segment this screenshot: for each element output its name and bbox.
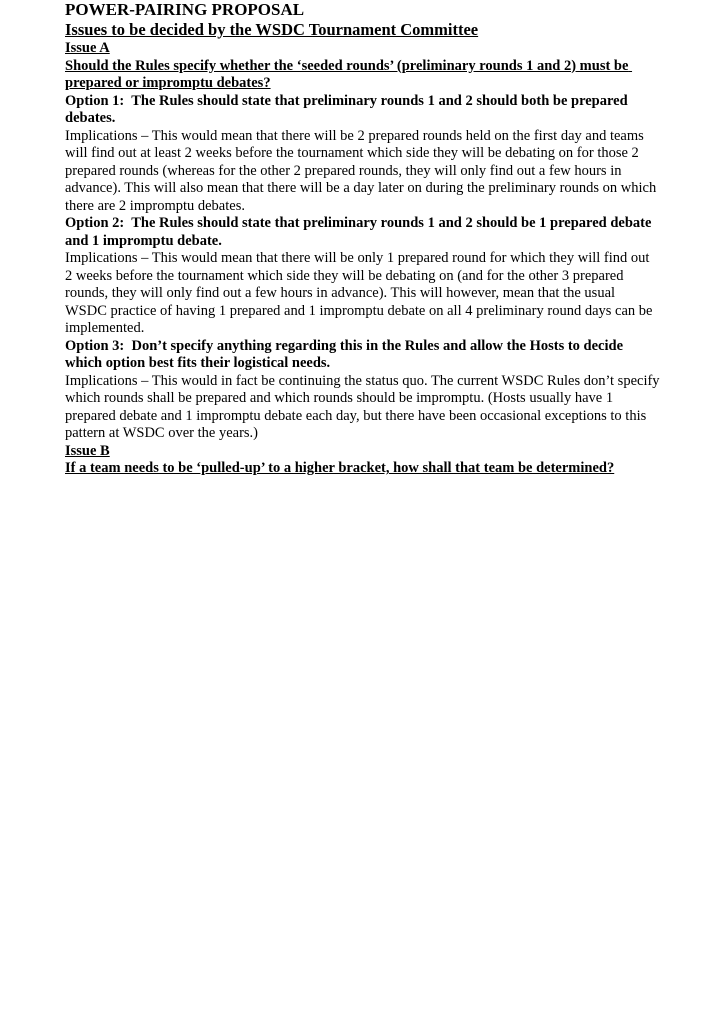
option-3-implications: Implications – This would in fact be continuing the status quo. The current WSDC Rules don’t specify which rounds shall be prepared and which rounds should be impromptu. (Hosts usually have 1 prepared debate and 1 impromptu debate each day, but there have been occasional exceptions to this pattern at WSDC over the years.) <box>65 372 664 441</box>
document-subtitle: Issues to be decided by the WSDC Tournament Committee <box>65 20 479 39</box>
option-1-implications: Implications – This would mean that there will be 2 prepared rounds held on the first day and teams will find out at least 2 weeks before the tournament which side they will be debating on for those 2 prepared rounds (whereas for the other 2 prepared rounds, they will only find out a few hours in advance). This will also mean that there will be a day later on during the preliminary rounds on which there are 2 impromptu debates. <box>65 127 660 214</box>
issue-a-heading: Issue A <box>65 40 110 56</box>
document-title: POWER-PAIRING PROPOSAL <box>65 0 305 19</box>
option-2-heading: Option 2: The Rules should state that preliminary rounds 1 and 2 should be 1 prepared debate and 1 impromptu debate. <box>65 215 656 249</box>
issue-a-question: Should the Rules specify whether the ‘seeded rounds’ (preliminary rounds 1 and 2) must be prepared or impromptu debates? <box>65 57 633 91</box>
option-2-implications: Implications – This would mean that there will be only 1 prepared round for which they will find out 2 weeks before the tournament which side they will be debating on (and for the other 3 prepared rounds, they will only find out a few hours in advance). This will however, mean that the usual WSDC practice of having 1 prepared and 1 impromptu debate on all 4 preliminary round days can be implemented. <box>65 250 657 336</box>
issue-b-heading: Issue B <box>65 442 110 459</box>
option-1-heading: Option 1: The Rules should state that preliminary rounds 1 and 2 should both be prepared debates. <box>65 92 632 126</box>
issue-b-question: If a team needs to be ‘pulled-up’ to a higher bracket, how shall that team be determined? <box>65 460 615 476</box>
option-3-heading: Option 3: Don’t specify anything regarding this in the Rules and allow the Hosts to decide which option best fits their logistical needs. <box>65 337 627 371</box>
